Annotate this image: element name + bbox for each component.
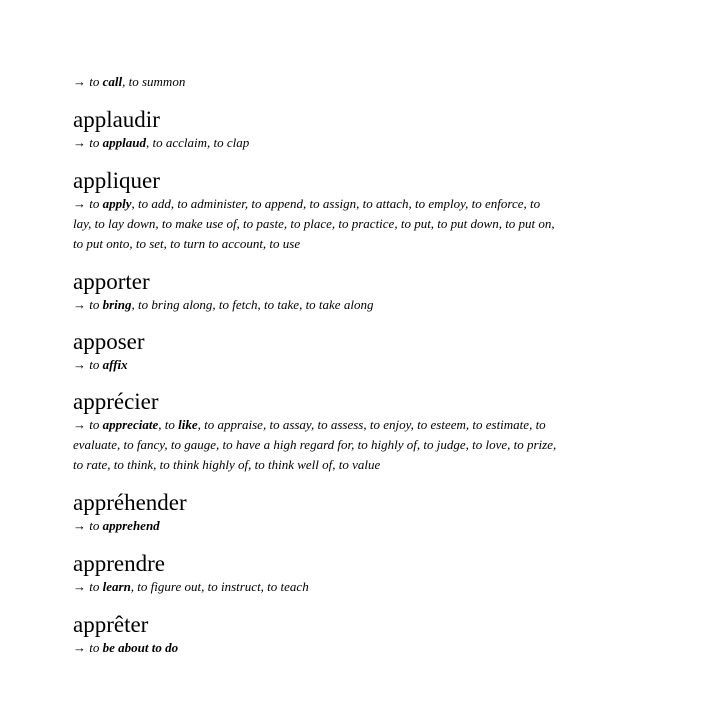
other-translations: , to (158, 417, 179, 432)
arrow-prefix: → to (73, 135, 103, 150)
headword: apprécier (73, 389, 159, 414)
primary-translation: call (102, 74, 123, 89)
dictionary-entry (73, 329, 663, 375)
dictionary-entry (73, 612, 663, 658)
primary-translation: appreciate (102, 417, 159, 432)
other-translations: , to summon (122, 74, 186, 89)
definition-line (73, 638, 663, 658)
other-translations: , to figure out, to instruct, to teach (130, 579, 309, 594)
arrow-prefix: → to (73, 579, 103, 594)
arrow-prefix: → to (73, 297, 103, 312)
primary-translation: be about to do (102, 640, 179, 655)
definition-line (73, 234, 663, 254)
arrow-prefix: → to (73, 518, 103, 533)
definition-line (73, 455, 663, 475)
dictionary-page (73, 72, 663, 658)
other-translations: lay, to lay down, to make use of, to paste, to place, to practice, to put, to put down, to put on, (73, 216, 555, 231)
definition-line (73, 415, 663, 435)
headword: appréhender (73, 490, 187, 515)
definition-line (73, 516, 663, 536)
other-translations: to rate, to think, to think highly of, to think well of, to value (73, 457, 381, 472)
arrow-prefix: → to (73, 357, 103, 372)
definition-line (73, 577, 663, 597)
primary-translation: affix (102, 357, 128, 372)
other-translations: , to acclaim, to clap (145, 135, 250, 150)
definition-line (73, 214, 663, 234)
primary-translation: applaud (102, 135, 146, 150)
definition-line (73, 295, 663, 315)
secondary-translation: like (178, 417, 198, 432)
primary-translation: bring (102, 297, 132, 312)
primary-translation: apprehend (102, 518, 160, 533)
dictionary-entry (73, 269, 663, 315)
definition-line (73, 194, 663, 214)
headword: apprendre (73, 551, 165, 576)
dictionary-entry (73, 72, 663, 92)
other-translations: evaluate, to fancy, to gauge, to have a high regard for, to highly of, to judge, to love, to prize, (73, 437, 557, 452)
headword: apprêter (73, 612, 149, 637)
primary-translation: learn (102, 579, 131, 594)
dictionary-entry (73, 107, 663, 153)
other-translations: , to bring along, to fetch, to take, to take along (131, 297, 374, 312)
dictionary-entry (73, 168, 663, 254)
definition-line (73, 72, 663, 92)
dictionary-entry (73, 551, 663, 597)
other-translations: to put onto, to set, to turn to account, to use (73, 236, 301, 251)
dictionary-entry (73, 389, 663, 475)
primary-translation: apply (102, 196, 132, 211)
headword: appliquer (73, 168, 160, 193)
arrow-prefix: → to (73, 640, 103, 655)
other-translations: , to appraise, to assay, to assess, to enjoy, to esteem, to estimate, to (197, 417, 546, 432)
arrow-prefix: → to (73, 417, 103, 432)
arrow-prefix: → to (73, 196, 103, 211)
other-translations: , to add, to administer, to append, to assign, to attach, to employ, to enforce, to (131, 196, 541, 211)
arrow-prefix: → to (73, 74, 103, 89)
definition-line (73, 355, 663, 375)
definition-line (73, 133, 663, 153)
headword: apposer (73, 329, 145, 354)
headword: applaudir (73, 107, 160, 132)
dictionary-entry (73, 490, 663, 536)
headword: apporter (73, 269, 150, 294)
definition-line (73, 435, 663, 455)
